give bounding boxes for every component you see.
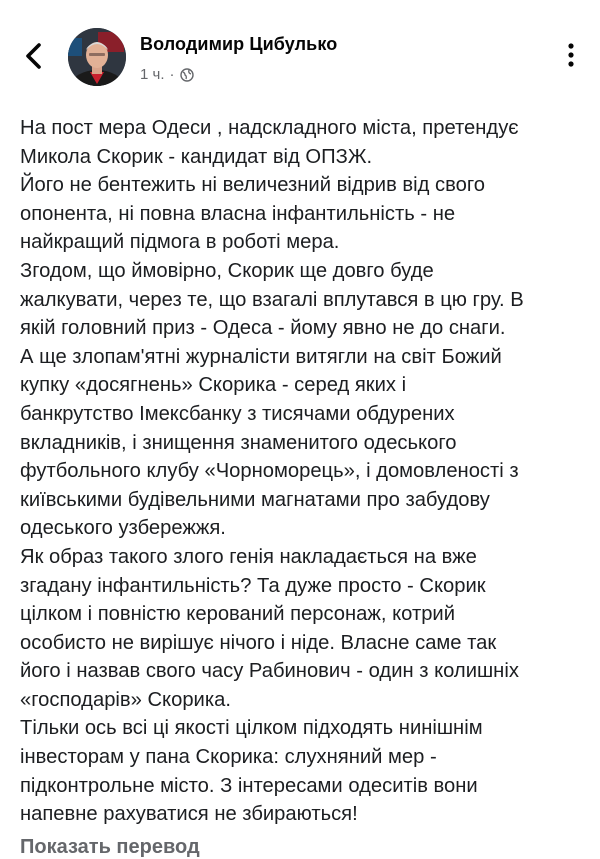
post-text-line: особисто не вирішує нічого і ніде. Власне саме так (20, 631, 497, 654)
post-text-line: купку «досягнень» Скорика - серед яких і (20, 374, 407, 397)
post-text-line: інвесторам у пана Скорика: слухняний мер - (20, 746, 437, 769)
avatar-image (68, 28, 126, 86)
more-vertical-icon (566, 42, 576, 68)
post-text-line: одеського узбережжя. (20, 517, 226, 540)
post-text-line: А ще злопам'ятні журналісти витягли на світ Божий (20, 345, 502, 368)
post-text-line: Його не бентежить ні величезний відрив від свого (20, 174, 485, 197)
post-text-line: якій головний приз - Одеса - йому явно не до снаги. (20, 317, 506, 340)
post-text-line: футбольного клубу «Чорноморець», і домовленості з (20, 460, 519, 483)
show-translation-link[interactable]: Показать перевод (20, 836, 200, 858)
post-text-line: цілком і повністю керований персонаж, котрий (20, 603, 455, 626)
post-text-line: На пост мера Одеси , надскладного міста, претендує (20, 117, 519, 139)
post-text-line: київськими будівельними магнатами про забудову (20, 488, 490, 511)
post-text-line: банкрутство Імексбанку з тисячами обдурених (20, 402, 455, 425)
globe-icon (180, 68, 194, 82)
post-text-line: вкладників, і знищення знаменитого одеського (20, 431, 457, 454)
meta-separator: · (169, 66, 175, 83)
back-button[interactable] (18, 40, 50, 72)
post-text (20, 114, 588, 829)
avatar[interactable] (68, 28, 126, 86)
timestamp[interactable]: 1 ч. (140, 66, 165, 83)
post-text-line: найкращий підмога в роботі мера. (20, 231, 340, 254)
post-text-line: напевне рахуватися не збираються! (20, 803, 358, 826)
post-text-line: жалкувати, через те, що взагалі вплутався в цю гру. В (20, 288, 524, 311)
more-options-button[interactable] (556, 40, 586, 70)
chevron-left-icon (24, 42, 44, 70)
post-text-line: його і назвав свого часу Рабинович - один з колишніх (20, 660, 519, 683)
author-name[interactable]: Володимир Цибулько (140, 34, 338, 54)
post-text-line: згадану інфантильність? Та дуже просто - Скорик (20, 574, 486, 597)
post-text-line: Згодом, що ймовірно, Скорик ще довго буде (20, 259, 434, 282)
post-text-line: опонента, ні повна власна інфантильність - не (20, 202, 456, 225)
post-text-line: «господарів» Скорика. (20, 688, 231, 711)
post-text-line: Микола Скорик - кандидат від ОПЗЖ. (20, 145, 373, 168)
post-text-line: підконтрольне місто. З інтересами одеситів вони (20, 774, 478, 797)
post-header (0, 0, 600, 110)
post-meta (140, 66, 194, 83)
post-text-line: Як образ такого злого генія накладається на вже (20, 545, 477, 568)
post-text-line: Тільки ось всі ці якості цілком підходять нинішнім (20, 717, 483, 740)
